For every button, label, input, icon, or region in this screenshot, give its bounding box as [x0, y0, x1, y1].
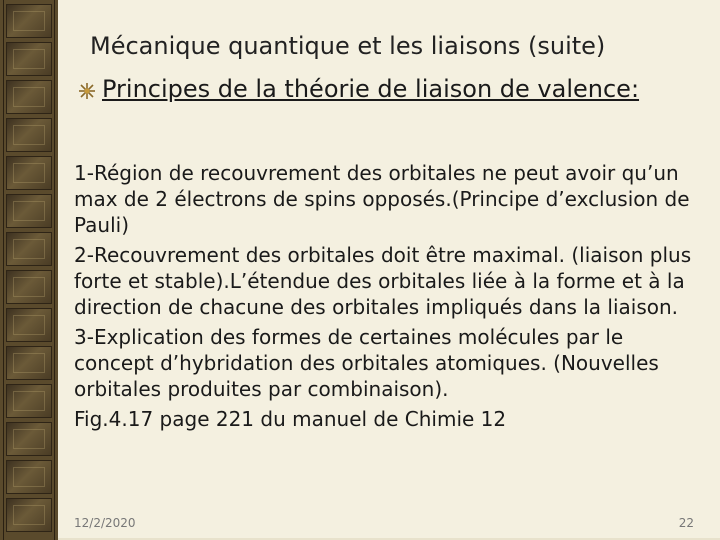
- footer-date: 12/2/2020: [74, 516, 136, 530]
- paragraph: 3-Explication des formes de certaines molécules par le concept d’hybridation des orbitales atomiques. (Nouvelles orbitales produites par combinaison).: [74, 325, 659, 401]
- bullet-text: Principes de la théorie de liaison de valence:: [102, 75, 640, 103]
- decorative-border: [0, 0, 58, 540]
- slide-title: Mécanique quantique et les liaisons (suite): [90, 32, 606, 60]
- body-text: [74, 160, 704, 436]
- slide-canvas: [64, 14, 708, 520]
- paragraph: 1-Région de recouvrement des orbitales ne peut avoir qu’un max de 2 électrons de spins opposés.(Principe d’exclusion de Pauli): [74, 161, 690, 237]
- star-bullet-icon: [78, 82, 96, 100]
- paragraph: Fig.4.17 page 221 du manuel de Chimie 12: [74, 407, 507, 431]
- paragraph: 2-Recouvrement des orbitales doit être maximal. (liaison plus forte et stable).L’étendue des orbitales liée à la forme et à la direction de chacune des orbitales impliqués dans la liaison.: [74, 243, 692, 319]
- slide-number: 22: [678, 516, 694, 530]
